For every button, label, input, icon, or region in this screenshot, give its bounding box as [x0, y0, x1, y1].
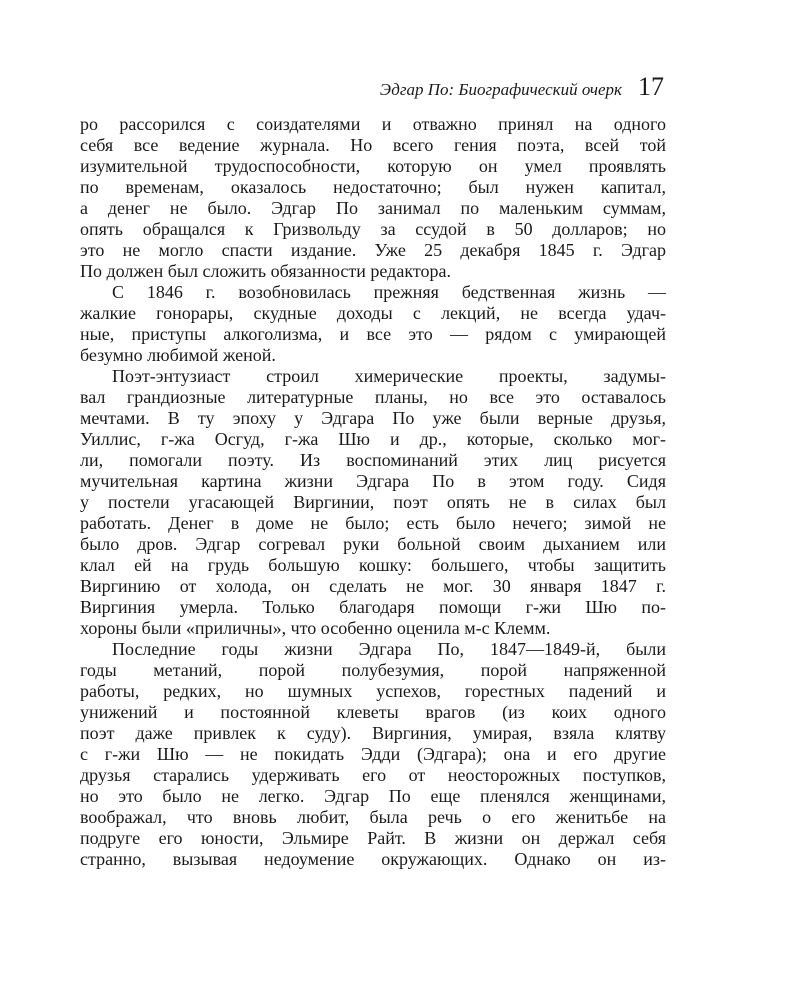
paragraph-2 — [80, 282, 666, 366]
text-line: безумно любимой женой. — [80, 345, 276, 365]
text-line: себя все ведение журнала. Но всего гения поэта, всей той — [80, 135, 666, 155]
text-line: мечтами. В ту эпоху у Эдгара По уже были верные друзья, — [80, 408, 666, 428]
text-line: работы, редких, но шумных успехов, горестных падений и — [80, 681, 666, 701]
text-line: Виргинию от холода, он сделать не мог. 30 января 1847 г. — [80, 576, 666, 596]
text-line: поэт даже привлек к суду). Виргиния, умирая, взяла клятву — [80, 723, 666, 743]
page-number: 17 — [638, 72, 664, 101]
text-line: опять обращался к Гризвольду за ссудой в 50 долларов; но — [80, 219, 666, 239]
text-line: По должен был сложить обязанности редактора. — [80, 261, 451, 281]
text-line: работать. Денег в доме не было; есть было нечего; зимой не — [80, 513, 666, 533]
text-line: жалкие гонорары, скудные доходы с лекций, не всегда удач- — [80, 303, 666, 323]
text-line: ные, приступы алкоголизма, и все это — рядом с умирающей — [80, 324, 666, 344]
text-line: хороны были «приличны», что особенно оценила м-с Клемм. — [80, 618, 551, 638]
text-line: странно, вызывая недоумение окружающих. Однако он из- — [80, 849, 666, 869]
text-line: друзья старались удерживать его от неосторожных поступков, — [80, 765, 666, 785]
text-line: у постели угасающей Виргинии, поэт опять не в силах был — [80, 492, 666, 512]
body-text — [80, 114, 666, 870]
text-line: С 1846 г. возобновилась прежняя бедственная жизнь — — [112, 282, 666, 302]
text-line: изумительной трудоспособности, которую он умел проявлять — [80, 156, 666, 176]
text-line: но это было не легко. Эдгар По еще пленялся женщинами, — [80, 786, 666, 806]
text-line: ро рассорился с соиздателями и отважно принял на одного — [80, 114, 666, 134]
paragraph-3 — [80, 366, 666, 639]
text-line: Уиллис, г-жа Осгуд, г-жа Шю и др., которые, сколько мог- — [80, 429, 666, 449]
text-line: это не могло спасти издание. Уже 25 декабря 1845 г. Эдгар — [80, 240, 666, 260]
text-line: Последние годы жизни Эдгара По, 1847—1849-й, были — [112, 639, 666, 659]
text-line: Поэт-энтузиаст строил химерические проекты, задумы- — [112, 366, 666, 386]
text-line: годы метаний, порой полубезумия, порой напряженной — [80, 660, 666, 680]
text-line: мучительная картина жизни Эдгара По в этом году. Сидя — [80, 471, 666, 491]
text-line: Виргиния умерла. Только благодаря помощи г-жи Шю по- — [80, 597, 666, 617]
text-line: клал ей на грудь большую кошку: большего, чтобы защитить — [80, 555, 666, 575]
text-line: по временам, оказалось недостаточно; был нужен капитал, — [80, 177, 666, 197]
text-line: унижений и постоянной клеветы врагов (из коих одного — [80, 702, 666, 722]
text-line: воображал, что вновь любит, была речь о его женитьбе на — [80, 807, 666, 827]
text-line: с г-жи Шю — не покидать Эдди (Эдгара); она и его другие — [80, 744, 666, 764]
text-line: а денег не было. Эдгар По занимал по маленьким суммам, — [80, 198, 666, 218]
text-line: подруге его юности, Эльмире Райт. В жизни он держал себя — [80, 828, 666, 848]
page-header — [80, 72, 666, 106]
paragraph-4 — [80, 639, 666, 870]
paragraph-1 — [80, 114, 666, 282]
text-line: ли, помогали поэту. Из воспоминаний этих лиц рисуется — [80, 450, 666, 470]
text-line: было дров. Эдгар согревал руки больной своим дыханием или — [80, 534, 666, 554]
text-line: вал грандиозные литературные планы, но все это оставалось — [80, 387, 666, 407]
running-title: Эдгар По: Биографический очерк — [379, 80, 622, 99]
